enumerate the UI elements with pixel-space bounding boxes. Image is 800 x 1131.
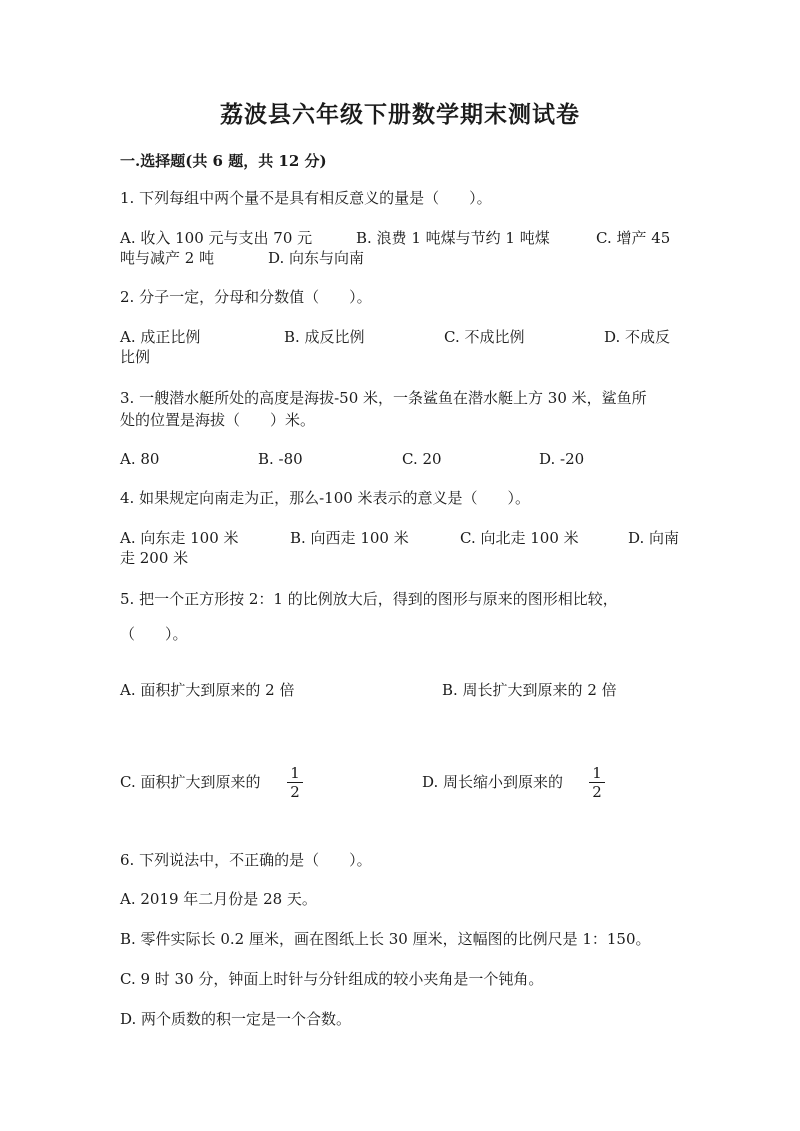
question-2-stem: 2. 分子一定，分母和分数值（ ）。: [120, 288, 372, 306]
q5-option-b: B. 周长扩大到原来的 2 倍: [442, 681, 617, 699]
question-5-stem: 5. 把一个正方形按 2：1 的比例放大后，得到的图形与原来的图形相比较，: [120, 590, 618, 608]
q5-option-d: D. 周长缩小到原来的: [422, 773, 564, 791]
q3-option-a: A. 80: [120, 450, 160, 468]
q1-option-b: B. 浪费 1 吨煤与节约 1 吨煤: [356, 229, 550, 247]
q5-option-d-fraction: [589, 765, 605, 800]
q5-option-a: A. 面积扩大到原来的 2 倍: [120, 681, 295, 699]
q1-option-a: A. 收入 100 元与支出 70 元: [120, 229, 313, 247]
q4-option-d: D. 向南: [628, 529, 680, 547]
question-4-stem: 4. 如果规定向南走为正，那么-100 米表示的意义是（ ）。: [120, 489, 531, 507]
section-heading: 一.选择题(共 6 题，共 12 分): [120, 152, 327, 170]
q3-option-d: D. -20: [539, 450, 585, 468]
q1-option-d: D. 向东与向南: [268, 249, 365, 267]
q3-option-c: C. 20: [402, 450, 442, 468]
q1-option-c: C. 增产 45: [596, 229, 671, 247]
q4-option-b: B. 向西走 100 米: [290, 529, 409, 547]
q6-option-d: D. 两个质数的积一定是一个合数。: [120, 1010, 352, 1028]
q3-option-b: B. -80: [258, 450, 303, 468]
question-3-stem: 3. 一艘潜水艇所处的高度是海拔-50 米，一条鲨鱼在潜水艇上方 30 米，鲨鱼所: [120, 389, 647, 407]
q2-option-c: C. 不成比例: [444, 328, 525, 346]
q6-option-c: C. 9 时 30 分，钟面上时针与分针组成的较小夹角是一个钝角。: [120, 970, 544, 988]
fraction-numerator: 1: [290, 764, 300, 782]
q6-option-b: B. 零件实际长 0.2 厘米，画在图纸上长 30 厘米，这幅图的比例尺是 1：150。: [120, 930, 651, 948]
question-3-stem-cont: 处的位置是海拔（ ）米。: [120, 411, 316, 429]
exam-title: 荔波县六年级下册数学期末测试卷: [220, 101, 580, 128]
q4-option-c: C. 向北走 100 米: [460, 529, 579, 547]
q2-option-b: B. 成反比例: [284, 328, 365, 346]
q5-option-c-fraction: [287, 765, 303, 800]
fraction-denominator: 2: [290, 783, 300, 801]
question-1-stem: 1. 下列每组中两个量不是具有相反意义的量是（ ）。: [120, 189, 492, 207]
fraction-denominator: 2: [592, 783, 602, 801]
question-5-stem-cont: （ ）。: [120, 625, 188, 643]
q2-option-d: D. 不成反: [604, 328, 671, 346]
q4-option-a: A. 向东走 100 米: [120, 529, 239, 547]
q2-option-d-cont: 比例: [120, 348, 151, 366]
q1-option-c-cont: 吨与减产 2 吨: [120, 249, 215, 267]
q4-option-d-cont: 走 200 米: [120, 549, 189, 567]
q2-option-a: A. 成正比例: [120, 328, 201, 346]
q6-option-a: A. 2019 年二月份是 28 天。: [120, 890, 317, 908]
fraction-numerator: 1: [592, 764, 602, 782]
q5-option-c: C. 面积扩大到原来的: [120, 773, 261, 791]
question-6-stem: 6. 下列说法中，不正确的是（ ）。: [120, 851, 372, 869]
